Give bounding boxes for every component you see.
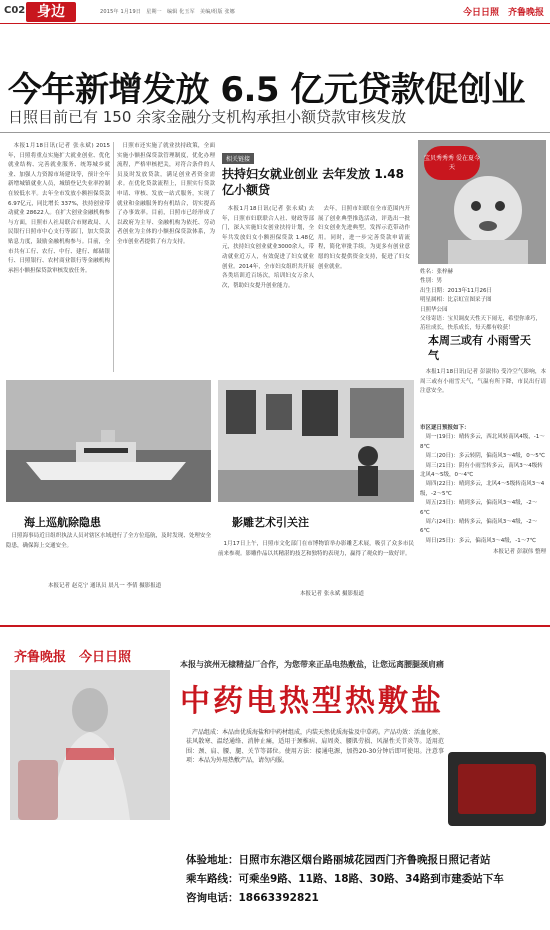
ad-bus-route: 乘车路线：可乘坐9路、11路、18路、30路、34路到市建委站下车 xyxy=(186,873,504,885)
side-column-1 xyxy=(222,205,314,375)
lead-headline: 今年新增发放 6.5 亿元贷款促创业 xyxy=(8,70,525,110)
ad-product-photo xyxy=(448,752,546,826)
forecast xyxy=(420,424,546,558)
gallery-credit: 本报记者 张永斌 摄影报道 xyxy=(300,591,364,597)
baby-info-text xyxy=(420,268,546,334)
ad-description-text: 产品组成：本品由优质海盐和中药材组成，内装天然优质海盐及中草药。产品功效：活血化瘀、祛风散寒、温经通络、消肿止痛，适用于颈椎病、肩周炎、腰肌劳损、风湿性关节炎等。适用范围：颈、肩、腰、腿、关节等部位。使用方法：接通电源，加热20-30分钟后即可使用。注意事项：本品为外用热敷产品，请勿内服。 xyxy=(186,729,444,765)
side-col2-text: 去年，日照市妇联在全市范围内开展了创业典型推选活动，评选出一批妇女创业先进典型，发挥示范带动作用。同时，进一步完善贷款申请流程，简化审批手续，为更多有创业意愿的妇女提供资金支持，促进了妇女创业就业。 xyxy=(318,206,410,270)
ad-description xyxy=(186,728,444,824)
side-story-title: 扶持妇女就业创业 去年发放 1.48 亿小额贷 xyxy=(222,167,404,197)
section-label: 身边 xyxy=(26,2,76,22)
related-tag: 相关链接 xyxy=(222,153,254,164)
side-column-2 xyxy=(318,205,410,375)
gallery-photo xyxy=(218,380,414,502)
gallery-caption: 影雕艺术引关注 xyxy=(232,516,309,529)
header-rule xyxy=(0,23,550,24)
side-col1-text: 本报1月18日讯(记者 张永斌) 去年，日照市妇联联合人社、财政等部门，深入实施妇女创业扶持计划，全年共发放妇女小额担保贷款 1.48亿元，扶持妇女创业就业3000余人，带动就业近万人，有效促进了妇女就业创业。2014年，全市妇女组织共开展各类培训近百场次，培训妇女万余人次，帮助妇女提升创业能力。 xyxy=(222,206,314,289)
forecast-day: 周日(25日)：多云，偏南风3～4级，-1～7℃ xyxy=(425,537,536,544)
lead-column-2 xyxy=(117,142,215,374)
forecast-day: 周六(24日)：晴转多云，偏南风3～4级，-2～6℃ xyxy=(420,519,538,535)
baby-info-line: 明星属相：比京虹宣图采子图 xyxy=(420,297,492,304)
ad-brand: 齐鲁晚报 今日日照 xyxy=(14,650,132,665)
weather-credit: 本报记者 彭淑伟 整理 xyxy=(493,549,546,556)
forecast-list xyxy=(420,433,546,546)
baby-info-line: 日照华公园 xyxy=(420,306,448,313)
forecast-day: 周四(22日)：晴到多云，北风4～5级转南风3～4级，-2～5℃ xyxy=(420,481,545,497)
baby-info xyxy=(420,268,546,334)
baby-photo xyxy=(418,140,546,264)
forecast-day: 周三(21日)：阴有小雨雪转多云，南风3～4级转北风4～5级，0～4℃ xyxy=(420,462,543,479)
patrol-credit: 本报记者 赵克宁 通讯员 晨凡一 李倩 摄影报道 xyxy=(48,583,162,589)
lead-col1-text: 本报1月18日讯(记者 张永斌) 2015年，日照将重点实施扩大就业创业、优化就业结构、完善就业服务、统筹城乡就业、加强人力资源市场建设等，预计全年新增城镇就业人员，城镇登记失业率控制在较低水平。去年全市发放小额担保贷款 6.97亿元，同比增长 337%，扶持创业带动就业 28622人。在扩大创业金融机构参与方面，日照市人社局联合市财政局、人民银行日照市中心支行等部门，加大贷款贴息力度，鼓励金融机构参与。目前，全市共有工行、农行、中行、建行、邮储银行、日照银行、农村商业银行等金融机构承担小额担保贷款审核发放任务。 xyxy=(8,143,110,274)
lead-subhead: 日照目前已有 150 余家金融分支机构承担小额贷款审核发放 xyxy=(8,108,407,126)
ad-back-photo xyxy=(18,760,58,820)
forecast-day: 周二(20日)：多云转阴，偏南风3～4级，0～5℃ xyxy=(425,453,545,460)
baby-badge: 宝贝秀秀秀 爱在夏今天 xyxy=(424,146,480,180)
forecast-title: 市区逐日预报如下： xyxy=(420,425,470,431)
weather-body-text: 本报1月18日讯(记者 彭淑伟) 受冷空气影响，本周三或有小雨雪天气，气温有所下降，市民出行请注意安全。 xyxy=(420,369,546,395)
patrol-caption: 海上巡航除隐患 xyxy=(24,516,101,529)
lead-column-1 xyxy=(8,142,110,374)
page-number: C02 xyxy=(4,5,26,16)
gallery-text xyxy=(218,540,414,588)
forecast-day: 周五(23日)：晴到多云，偏南风3～4级，-2～6℃ xyxy=(420,500,538,516)
page-header xyxy=(0,0,550,24)
gallery-text-body: 1月17日上午，日照市文化部门在市博物馆举办影雕艺术展，吸引了众多市民前来参观。影雕作品以其精湛的技艺和独特的表现力，赢得了观众的一致好评。 xyxy=(218,541,414,557)
column-rule xyxy=(113,142,114,372)
patrol-boat-photo xyxy=(6,380,211,502)
patrol-text-body: 日照海事局近日组织执法人员对辖区水域进行了全方位巡航，及时发现、处理安全隐患，确保海上交通安全。 xyxy=(6,533,211,549)
ad-pickup-address: 体验地址：日照市东港区烟台路丽城花园西门齐鲁晚报日照记者站 xyxy=(186,854,491,866)
baby-info-line: 姓名：张梓赫 xyxy=(420,269,454,275)
baby-info-line: 父母寄语：宝贝调皮天性天下闹无，希望你乖巧，茁壮成长，快乐成长，每天都有收获！ xyxy=(420,316,542,332)
patrol-text xyxy=(6,532,211,580)
baby-info-line: 出生日期：2013年11月26日 xyxy=(420,287,492,294)
gallery-image xyxy=(218,380,414,502)
weather-body xyxy=(420,368,546,422)
patrol-boat-image xyxy=(6,380,211,502)
forecast-day: 周一(19日)：晴转多云，西北风转南风4级，-1～8℃ xyxy=(420,434,545,450)
issue-meta: 2015年 1月19日 星期一 编辑 化玉军 美编/组版 张娜 xyxy=(100,9,235,15)
lead-col2-text: 日照市还实施了就业扶持政策，全面实施小额担保贷款管理制度，优化办理流程，严格审核把关，对符合条件的人员及时发放贷款，满足创业者资金需求。在优化贷款流程上，日照实行贷款申请、审核、发放一站式服务，实现了就业和金融服务的有机结合，切实提高了办事效率。目前，日照市已经形成了以政府为主导、金融机构为依托、劳动者创业为主体的小额担保贷款体系，为全市创业者提供了有力支持。 xyxy=(117,143,215,245)
newspaper-logo: 今日日照 齐鲁晚报 xyxy=(462,8,544,18)
heat-pad-icon xyxy=(458,764,536,814)
divider xyxy=(0,132,550,133)
ad-title: 中药电热型热敷盐 xyxy=(180,684,444,719)
weather-title: 本周三或有 小雨雪天气 xyxy=(428,334,531,362)
ad-tagline: 本报与滨州无棣精益厂合作，为您带来正品电热敷盐，让您远离腰腿颈肩痛 xyxy=(180,660,444,669)
baby-info-line: 性别：男 xyxy=(420,278,443,285)
ad-phone: 咨询电话：18663392821 xyxy=(186,892,319,904)
